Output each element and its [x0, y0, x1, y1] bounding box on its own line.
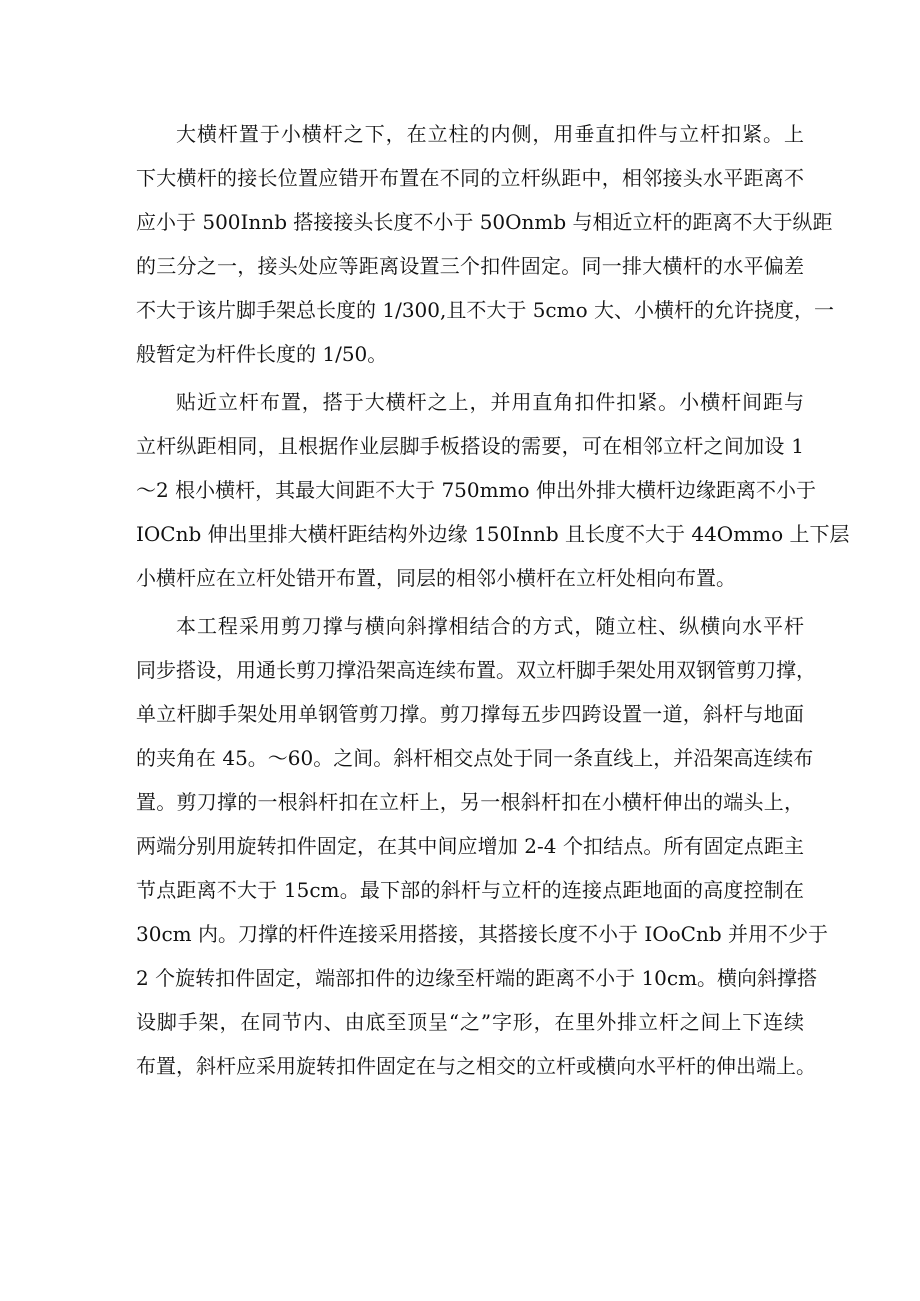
text-line: 30cm 内。刀撑的杆件连接采用搭接，其搭接长度不小于 IOoCnb 并用不少于 — [136, 922, 829, 946]
text-line: 的三分之一，接头处应等距离设置三个扣件固定。同一排大横杆的水平偏差 — [136, 254, 804, 278]
paragraph-small-crossbar — [136, 380, 850, 600]
text-line: IOCnb 伸出里排大横杆距结构外边缘 150Innb 且长度不大于 44Ommo 上下层 — [136, 522, 850, 546]
text-line: 小横杆应在立杆处错开布置，同层的相邻小横杆在立杆处相向布置。 — [136, 566, 736, 590]
text-line: 大横杆置于小横杆之下，在立柱的内侧，用垂直扣件与立杆扣紧。上 — [176, 122, 804, 146]
text-line: 不大于该片脚手架总长度的 1/300,且不大于 5cmo 大、小横杆的允许挠度，一 — [136, 298, 834, 322]
text-line: 节点距离不大于 15cm。最下部的斜杆与立杆的连接点距地面的高度控制在 — [136, 878, 804, 902]
text-line: 立杆纵距相同，且根据作业层脚手板搭设的需要，可在相邻立杆之间加设 1 — [136, 434, 804, 458]
text-line: 2 个旋转扣件固定，端部扣件的边缘至杆端的距离不小于 10cm。横向斜撑搭 — [136, 966, 818, 990]
text-line: 两端分别用旋转扣件固定，在其中间应增加 2-4 个扣结点。所有固定点距主 — [136, 834, 804, 858]
text-line: 般暂定为杆件长度的 1/50。 — [136, 342, 388, 366]
text-line: 贴近立杆布置，搭于大横杆之上，并用直角扣件扣紧。小横杆间距与 — [176, 390, 804, 414]
text-line: 下大横杆的接长位置应错开布置在不同的立杆纵距中，相邻接头水平距离不 — [136, 166, 804, 190]
document-body — [136, 112, 850, 1092]
text-line: 布置，斜杆应采用旋转扣件固定在与之相交的立杆或横向水平杆的伸出端上。 — [136, 1054, 816, 1078]
text-line: 单立杆脚手架处用单钢管剪刀撑。剪刀撑每五步四跨设置一道，斜杆与地面 — [136, 702, 804, 726]
text-line: 设脚手架，在同节内、由底至顶呈“之”字形，在里外排立杆之间上下连续 — [136, 1010, 804, 1034]
text-line: 应小于 500Innb 搭接接头长度不小于 50Onmb 与相近立杆的距离不大于纵距 — [136, 210, 833, 234]
text-line: 本工程采用剪刀撑与横向斜撑相结合的方式，随立柱、纵横向水平杆 — [176, 614, 804, 638]
paragraph-scissor-brace — [136, 604, 829, 1088]
text-line: ～2 根小横杆，其最大间距不大于 750mmo 伸出外排大横杆边缘距离不小于 — [136, 478, 816, 502]
text-line: 的夹角在 45。～60。之间。斜杆相交点处于同一条直线上，并沿架高连续布 — [136, 746, 814, 770]
text-line: 同步搭设，用通长剪刀撑沿架高连续布置。双立杆脚手架处用双钢管剪刀撑， — [136, 658, 816, 682]
text-line: 置。剪刀撑的一根斜杆扣在立杆上，另一根斜杆扣在小横杆伸出的端头上， — [136, 790, 804, 814]
paragraph-big-crossbar — [136, 112, 834, 376]
